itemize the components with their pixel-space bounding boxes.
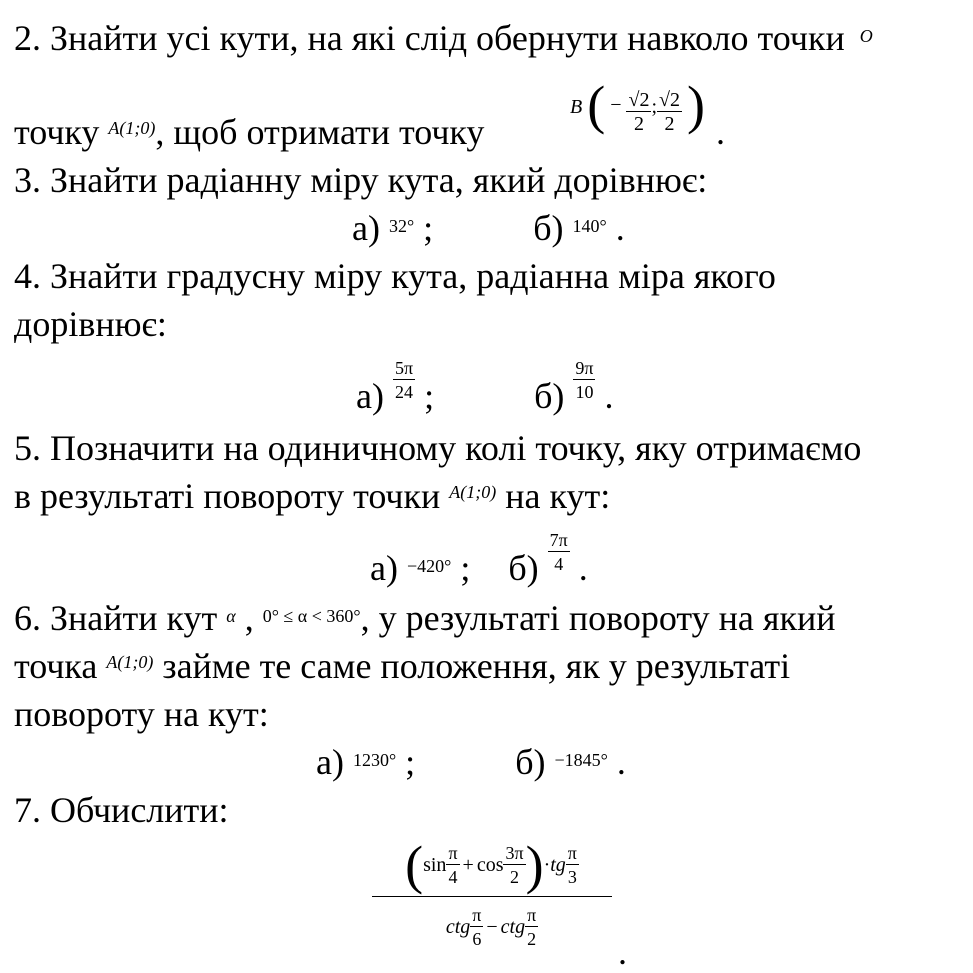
point-o: O	[859, 26, 873, 46]
problem-3-title: 3. Знайти радіанну міру кута, який дорівнює:	[14, 160, 708, 200]
problem-2-line-1	[14, 18, 873, 64]
problem-4-options: а) $\frac{5\pi}{24}$ ; б) $\frac{9\pi}{10}$ .	[356, 357, 614, 416]
problem-5-line-2: в результаті повороту точки $^{A(1;0)}$ на кут:	[14, 476, 611, 516]
problem-6-line-2: точка $^{A(1;0)}$ займе те саме положення, як у результаті	[14, 646, 791, 686]
fraction-sqrt2-over-2: $\frac{√2}{2}$	[628, 89, 650, 136]
fraction-sqrt2-over-2: $\frac{√2}{2}$	[659, 89, 681, 136]
formula	[372, 836, 612, 955]
problem-4-line-2: дорівнює:	[14, 304, 167, 344]
fraction-5pi-24: $\frac{5\pi}{24}$	[394, 357, 414, 402]
point-a: A(1;0)	[106, 652, 154, 672]
problem-7-title: 7. Обчислити:	[14, 790, 229, 830]
problem-6-line-1: 6. Знайти кут $^\alpha$ , $^{0^\circ \le \alpha < 360^\circ}$, у результаті повороту на який	[14, 598, 836, 638]
problem-4-line-1: 4. Знайти градусну міру кута, радіанна міра якого	[14, 256, 776, 296]
problem-2-line-2: точку $^{A(1;0)}$, щоб отримати точку	[14, 112, 485, 152]
fraction-9pi-10: $\frac{9\pi}{10}$	[575, 357, 594, 402]
problem-6-line-3: повороту на кут:	[14, 694, 269, 734]
formula-denominator: ctg $\frac{\pi}{6}$ − ctg $\frac{\pi}{2}$	[445, 905, 537, 949]
problem-5-line-1: 5. Позначити на одиничному колі точку, яку отримаємо	[14, 428, 862, 468]
angle-range: 0° ≤ α < 360°	[262, 606, 361, 626]
problem-6-options: а) $^{1230^\circ}$ ; б) $^{-1845^\circ}$ .	[316, 742, 626, 782]
main-fraction-line	[372, 896, 612, 897]
formula-numerator: ( sin $\frac{\pi}{4}$ + cos $\frac{3\pi}{2}$ ) · tg $\frac{\pi}{3}$	[405, 835, 577, 895]
point-b-coordinates: B ( − $\frac{√2}{2}$ ; $\frac{√2}{2}$ )	[570, 75, 705, 136]
problem-5-options: а) $_{-420^\circ}$ ; б) $\frac{7\pi}{4}$ .	[370, 529, 588, 588]
point-a: A(1;0)	[108, 118, 156, 138]
problem-3-options: а) $^{32^\circ}$ ; б) $^{140^\circ}$ .	[352, 208, 625, 248]
problem-2-text: 2. Знайти усі кути, на які слід обернути навколо точки	[14, 18, 845, 58]
fraction-7pi-4: $\frac{7\pi}{4}$	[549, 529, 568, 574]
point-a: A(1;0)	[449, 482, 497, 502]
